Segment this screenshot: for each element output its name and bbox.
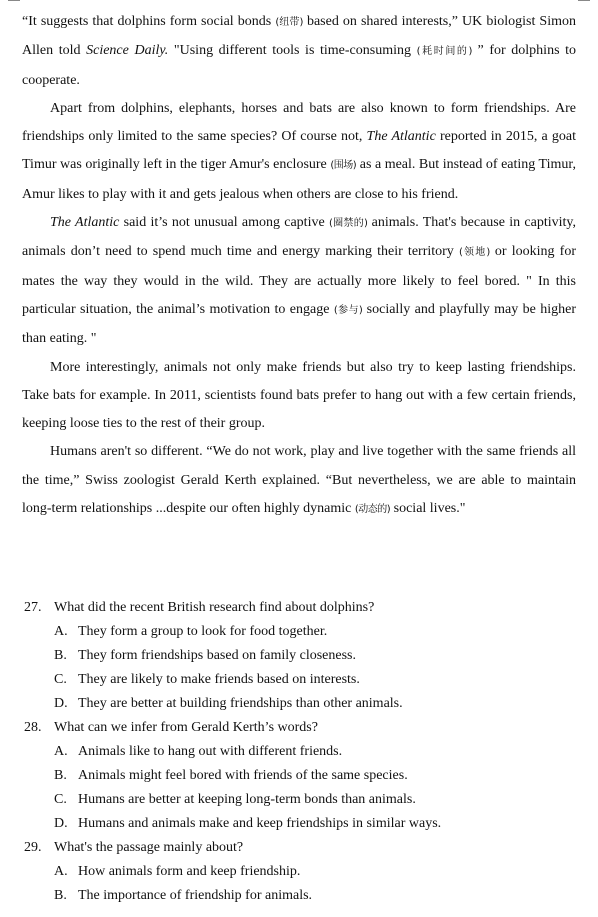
option-text: They form a group to look for food together. [78, 624, 328, 639]
option-b [24, 764, 580, 788]
option-c [24, 788, 580, 812]
option-text: They are likely to make friends based on interests. [78, 672, 360, 687]
option-text: Animals like to hang out with different friends. [78, 744, 343, 759]
option-letter: C. [54, 672, 67, 687]
option-a [24, 740, 580, 764]
question-text: What did the recent British research find about dolphins? [54, 600, 375, 615]
option-letter: B. [54, 648, 67, 663]
option-c [24, 668, 580, 692]
source-name: The Atlantic [366, 129, 436, 145]
option-letter: A. [54, 744, 68, 759]
chinese-gloss: (纽带) [275, 17, 303, 28]
question-text: What can we infer from Gerald Kerth’s words? [54, 720, 318, 735]
chinese-gloss: (圈禁的) [328, 218, 368, 230]
page-corner-mark-right [578, 0, 590, 1]
source-name: The Atlantic [50, 215, 120, 231]
passage-paragraph-5: Humans aren't so different. “We do not work, play and live together with the same friends all the time,” Swiss zoologist Gerald Kerth explained. “But nevertheless, we are able to maintain long-term relationships ...despite our often highly dynamic (动态的) social lives." [22, 444, 576, 517]
option-a [24, 860, 580, 884]
option-letter: A. [54, 864, 68, 879]
question-27 [24, 596, 580, 716]
option-text: They form friendships based on family closeness. [78, 648, 356, 663]
chinese-gloss: (围场) [330, 160, 357, 172]
option-letter: B. [54, 768, 67, 783]
option-text: Animals might feel bored with friends of the same species. [78, 768, 408, 783]
question-list [24, 596, 580, 908]
option-a [24, 620, 580, 644]
question-number: 29. [24, 840, 42, 855]
passage-paragraph-2: Apart from dolphins, elephants, horses and bats are also known to form friendships. Are friendships only limited to the same species? Of course not, The Atlantic reported in 2015, a goat Timur was originally left in the tiger Amur's enclosure (围场) as a meal. But instead of eating Timur, Amur likes to play with it and gets jealous when others are close to his friend. [22, 100, 576, 202]
chinese-gloss: (领地) [458, 247, 490, 259]
question-number: 28. [24, 720, 42, 735]
passage-paragraph-3: The Atlantic said it’s not unusual among captive (圈禁的) animals. That's because in captivity, animals don’t need to spend much time and energy marking their territory (领地) or looking for mates the way they would in the wild. They are actually more likely to feel bored. " In this particular situation, the animal’s motivation to engage (参与) socially and playfully may be higher than eating. " [22, 215, 577, 347]
chinese-gloss: (动态的) [354, 504, 391, 516]
passage-paragraph-4: More interestingly, animals not only make friends but also try to keep lasting friendships. Take bats for example. In 2011, scientists found bats prefer to hang out with a few certain friends, keeping loose ties to the rest of their group. [22, 359, 576, 432]
option-d [24, 692, 580, 716]
question-stem [24, 836, 580, 860]
reading-passage [22, 8, 576, 524]
question-28 [24, 716, 580, 836]
question-29 [24, 836, 580, 908]
option-b [24, 644, 580, 668]
question-stem [24, 716, 580, 740]
option-letter: B. [54, 888, 67, 903]
option-letter: C. [54, 792, 67, 807]
option-letter: A. [54, 624, 68, 639]
question-number: 27. [24, 600, 42, 615]
source-name: Science Daily. [86, 43, 169, 59]
question-stem [24, 596, 580, 620]
option-text: They are better at building friendships than other animals. [78, 696, 403, 711]
passage-paragraph-1: “It suggests that dolphins form social bonds (纽带) based on shared interests,” UK biologist Simon Allen told Science Daily. "Using different tools is time-consuming (耗时间的) ” for dolphins to cooperate. [22, 14, 577, 88]
option-text: The importance of friendship for animals. [78, 888, 313, 903]
option-b [24, 884, 580, 908]
option-text: How animals form and keep friendship. [78, 864, 301, 879]
option-letter: D. [54, 816, 68, 831]
option-text: Humans and animals make and keep friendships in similar ways. [78, 816, 442, 831]
option-letter: D. [54, 696, 68, 711]
option-text: Humans are better at keeping long-term bonds than animals. [78, 792, 416, 807]
chinese-gloss: (耗时间的) [416, 46, 472, 58]
chinese-gloss: (参与) [333, 304, 363, 316]
option-d [24, 812, 580, 836]
question-text: What's the passage mainly about? [54, 840, 244, 855]
page-corner-mark-left [8, 0, 20, 1]
